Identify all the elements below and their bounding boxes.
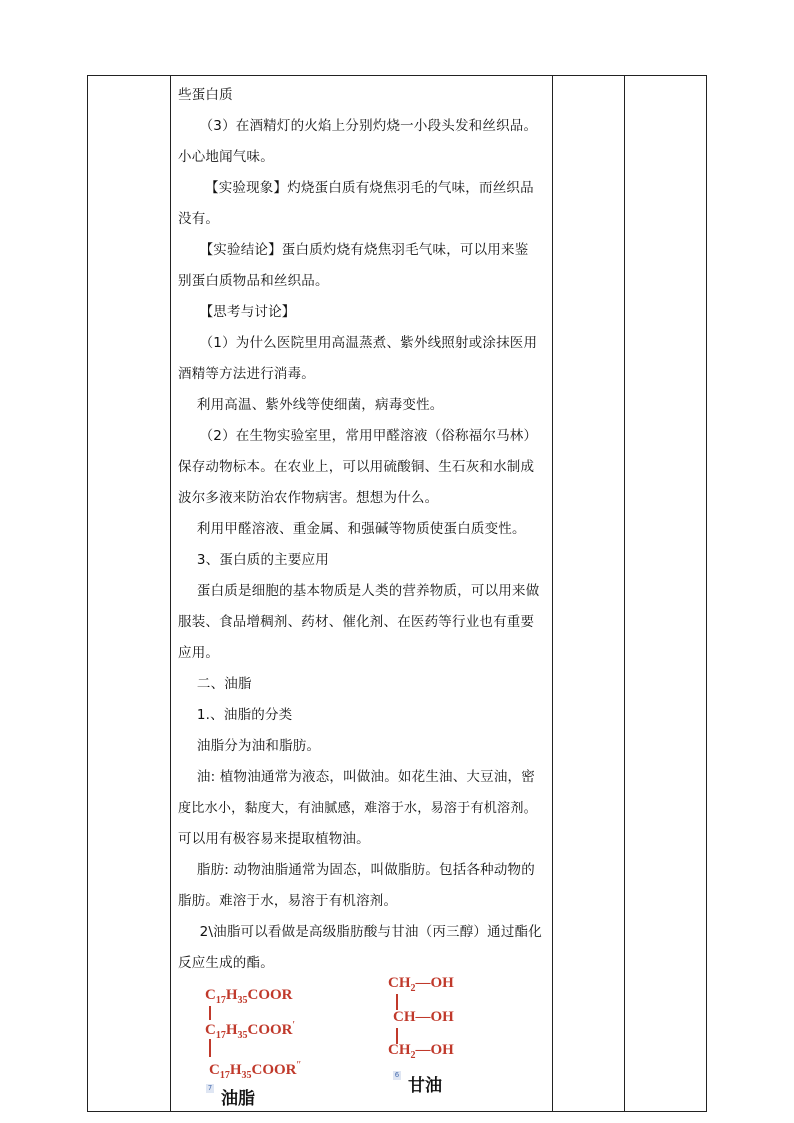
table-top-border: [87, 75, 707, 76]
table-border-col1: [170, 75, 171, 1112]
text-line: 小心地闻气味。: [178, 149, 274, 165]
text-line: 【思考与讨论】: [199, 304, 296, 320]
formula-row: $C_{17}H_{35}COOR$: [205, 987, 293, 1006]
table-border-right: [706, 75, 707, 1112]
content-column: [178, 80, 550, 979]
text-line: 酒精等方法进行消毒。: [178, 366, 315, 382]
image-number-tag: 7: [207, 1084, 213, 1092]
formula-row: $CH_2—OH$: [388, 1042, 454, 1061]
formula-row: CH—OH: [393, 1009, 454, 1025]
text-line: 度比水小，黏度大，有油腻感，难溶于水，易溶于有机溶剂。: [178, 801, 537, 816]
text-line: 波尔多液来防治农作物病害。想想为什么。: [178, 490, 439, 506]
text-line: 脂肪: 动物油脂通常为固态，叫做脂肪。包括各种动物的: [196, 862, 535, 878]
text-line: 利用高温、紫外线等使细菌，病毒变性。: [196, 397, 444, 413]
text-line: 没有。: [178, 211, 220, 227]
table-border-col2: [552, 75, 553, 1112]
text-line: 【实验结论】蛋白质灼烧有烧焦羽毛气味，可以用来鉴: [199, 242, 529, 258]
text-line: 服装、食品增稠剂、药材、催化剂、在医药等行业也有重要: [178, 614, 535, 630]
text-line: 3、蛋白质的主要应用: [196, 552, 329, 568]
text-line: 脂肪。难溶于水，易溶于有机溶剂。: [178, 893, 398, 909]
formula-row: $CH_2—OH$: [388, 975, 454, 994]
section-heading: 二、油脂: [196, 676, 252, 692]
formula-caption: 甘油: [408, 1076, 442, 1096]
bond-line: [209, 1006, 211, 1020]
text-line: （1）为什么医院里用高温蒸煮、紫外线照射或涂抹医用: [199, 335, 538, 351]
text-line: 蛋白质是细胞的基本物质是人类的营养物质，可以用来做: [196, 583, 540, 599]
formula-row: $C_{17}H_{35}COOR''$: [209, 1059, 302, 1081]
formula-row: $C_{17}H_{35}COOR'$: [205, 1019, 295, 1041]
formula-caption: 油脂: [221, 1089, 255, 1109]
text-line: 利用甲醛溶液、重金属、和强碱等物质使蛋白质变性。: [196, 521, 526, 537]
image-number-tag: 6: [394, 1071, 400, 1079]
text-line: 应用。: [178, 645, 220, 661]
text-line: （2）在生物实验室里，常用甲醛溶液（俗称福尔马林）: [199, 428, 538, 444]
table-border-left: [87, 75, 88, 1112]
bond-line: [209, 1039, 211, 1057]
text-line: （3）在酒精灯的火焰上分别灼烧一小段头发和丝织品。: [199, 118, 538, 134]
text-line: 1.、油脂的分类: [196, 707, 293, 723]
text-line: 反应生成的酯。: [178, 955, 274, 971]
table-bottom-border: [87, 1111, 707, 1112]
text-line: 2\油脂可以看做是高级脂肪酸与甘油（丙三醇）通过酯化: [199, 924, 542, 940]
table-border-col3: [624, 75, 625, 1112]
text-line: 【实验现象】灼烧蛋白质有烧焦羽毛的气味，而丝织品: [205, 180, 534, 196]
text-line: 保存动物标本。在农业上，可以用硫酸铜、生石灰和水制成: [178, 459, 535, 475]
text-line: 可以用有极容易来提取植物油。: [178, 831, 370, 847]
bond-line: [396, 994, 398, 1010]
text-line: 些蛋白质: [178, 87, 233, 103]
text-line: 油: 植物油通常为液态，叫做油。如花生油、大豆油，密: [196, 769, 535, 785]
text-line: 别蛋白质物品和丝织品。: [178, 273, 329, 289]
text-line: 油脂分为油和脂肪。: [196, 738, 321, 754]
